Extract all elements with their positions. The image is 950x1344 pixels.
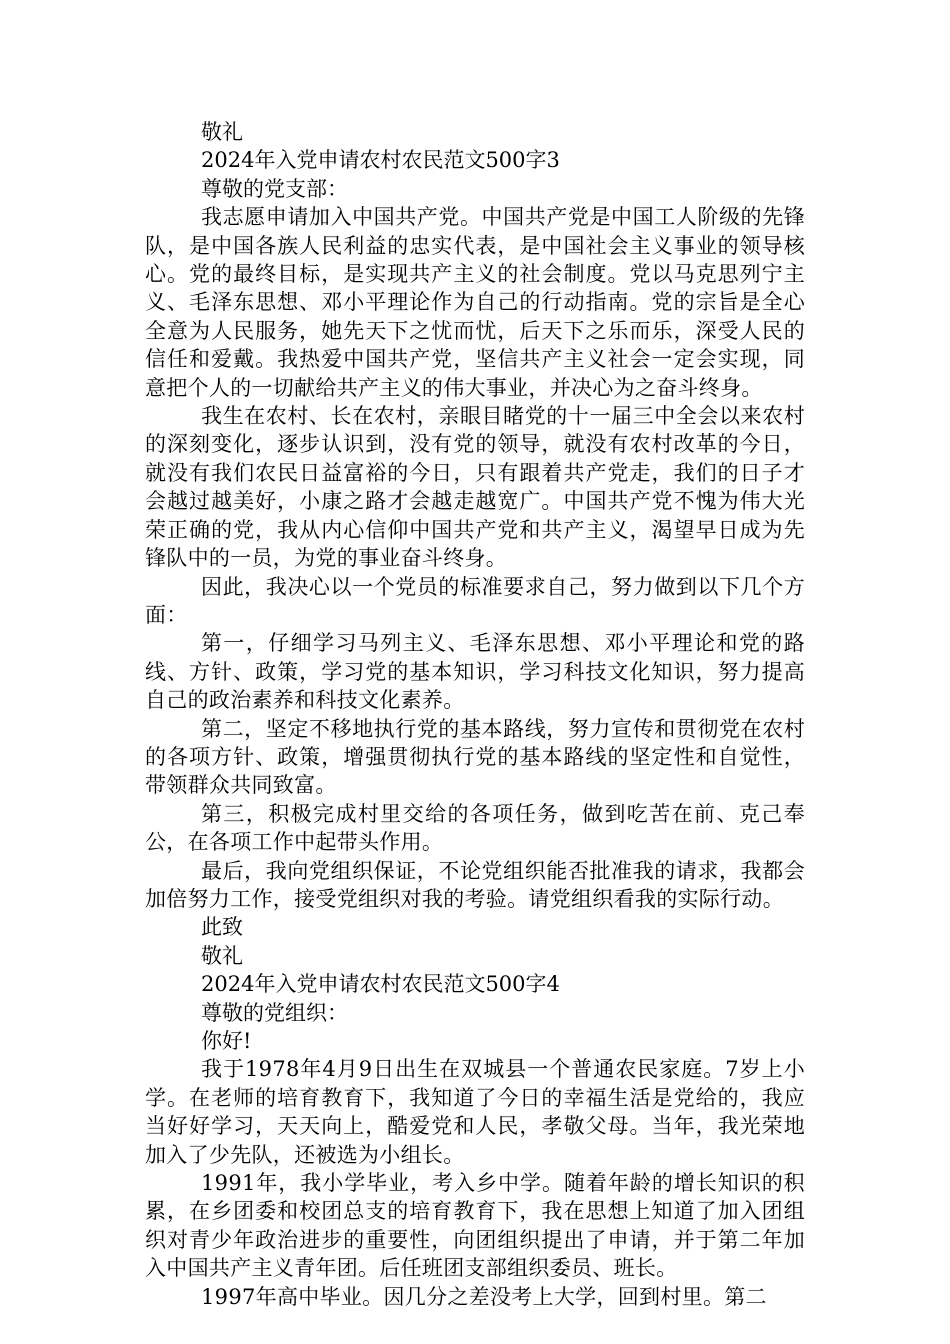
body-paragraph: 1997年高中毕业。因几分之差没考上大学，回到村里。第二 [201,1284,767,1309]
body-paragraph: 我生在农村、长在农村，亲眼目睹党的十一届三中全会以来农村的深刻变化，逐步认识到，没有党的领导，就没有农村改革的今日，就没有我们农民日益富裕的今日，只有跟着共产党走，我们的日子才会越过越美好，小康之路才会越走越宽广。中国共产党不愧为伟大光荣正确的党，我从内心信仰中国共产党和共产主义，渴望早日成为先锋队中的一员，为党的事业奋斗终身。 [145,404,805,571]
salutation-line: 敬礼 [201,943,243,968]
greeting-line: 尊敬的党支部： [201,176,348,201]
greeting-line: 尊敬的党组织： [201,1000,348,1025]
document-page [145,118,805,1311]
body-paragraph: 第三，积极完成村里交给的各项任务，做到吃苦在前、克己奉公，在各项工作中起带头作用。 [145,801,805,855]
greeting-line: 你好! [201,1029,252,1053]
body-paragraph: 最后，我向党组织保证，不论党组织能否批准我的请求，我都会加倍努力工作，接受党组织对我的考验。请党组织看我的实际行动。 [145,858,805,911]
body-paragraph: 我于1978年4月9日出生在双城县一个普通农民家庭。7岁上小学。在老师的培育教育下，我知道了今日的幸福生活是党给的，我应当好好学习，天天向上，酷爱党和人民，孝敬父母。当年，我光荣地加入了少先队，还被选为小组长。 [145,1057,805,1167]
salutation-line: 敬礼 [201,120,243,144]
body-paragraph: 因此，我决心以一个党员的标准要求自己，努力做到以下几个方面： [145,574,805,627]
section-title: 2024年入党申请农村农民范文500字3 [201,148,560,173]
body-paragraph: 第二，坚定不移地执行党的基本路线，努力宣传和贯彻党在农村的各项方针、政策，增强贯彻执行党的基本路线的坚定性和自觉性，带领群众共同致富。 [145,716,805,798]
section-title: 2024年入党申请农村农民范文500字4 [201,972,560,997]
body-paragraph: 1991年，我小学毕业，考入乡中学。随着年龄的增长知识的积累，在乡团委和校团总支的培育教育下，我在思想上知道了加入团组织对青少年政治进步的重要性，向团组织提出了申请，并于第二年加入中国共产主义青年团。后任班团支部组织委员、班长。 [145,1171,805,1281]
body-paragraph: 我志愿申请加入中国共产党。中国共产党是中国工人阶级的先锋队，是中国各族人民利益的忠实代表，是中国社会主义事业的领导核心。党的最终目标，是实现共产主义的社会制度。党以马克思列宁主义、毛泽东思想、邓小平理论作为自己的行动指南。党的宗旨是全心全意为人民服务，她先天下之忧而忧，后天下之乐而乐，深受人民的信任和爱戴。我热爱中国共产党，坚信共产主义社会一定会实现，同意把个人的一切献给共产主义的伟大事业，并决心为之奋斗终身。 [145,205,805,400]
closing-line: 此致 [201,915,243,940]
body-paragraph: 第一，仔细学习马列主义、毛泽东思想、邓小平理论和党的路线、方针、政策，学习党的基本知识，学习科技文化知识，努力提高自己的政治素养和科技文化素养。 [145,631,805,713]
